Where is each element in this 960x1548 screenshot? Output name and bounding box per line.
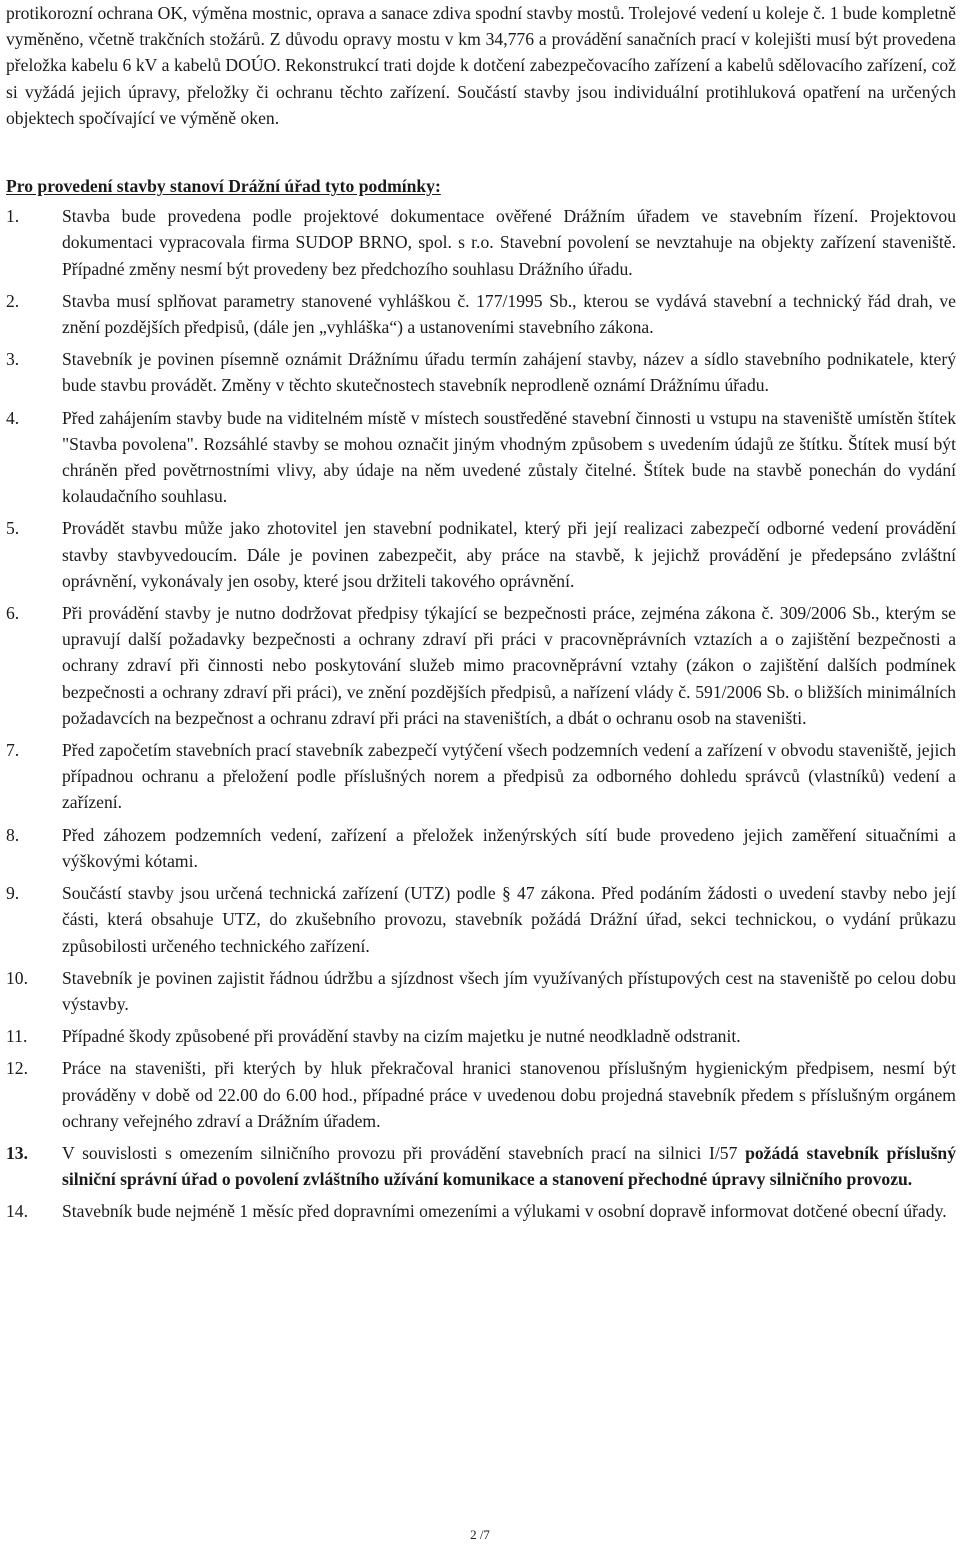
condition-item	[6, 1140, 956, 1192]
condition-number: 13.	[6, 1142, 28, 1163]
condition-text-plain: V souvislosti s omezením silničního provozu při provádění stavebních prací na silnici I/57	[62, 1142, 746, 1163]
condition-text: Stavebník je povinen zajistit řádnou údržbu a sjízdnost všech jím využívaných přístupových cest na staveniště po celou dobu výstavby.	[62, 967, 956, 1014]
condition-number: 14.	[6, 1201, 28, 1222]
condition-number: 6.	[6, 603, 20, 624]
condition-item	[6, 515, 956, 594]
condition-item	[6, 1023, 956, 1049]
condition-text: Před záhozem podzemních vedení, zařízení a přeložek inženýrských sítí bude provedeno jejich zaměření situačními a výškovými kótami.	[62, 824, 956, 871]
condition-number: 7.	[6, 740, 20, 761]
condition-text: Před započetím stavebních prací stavebník zabezpečí vytýčení všech podzemních vedení a zařízení v obvodu staveniště, jejich případnou ochranu a přeložení podle příslušných norem a předpisů za odborného dohledu správců (vlastníků) vedení a zařízení.	[62, 740, 956, 813]
condition-text: Před zahájením stavby bude na viditelném místě v místech soustředěné stavební činnosti u vstupu na staveniště umístěn štítek "Stavba povolena". Rozsáhlé stavby se mohou označit jiným vhodným způsobem s uvedením údajů ze štítku. Štítek musí být chráněn před povětrnostními vlivy, aby údaje na něm uvedené zůstaly čitelné. Štítek bude na stavbě ponechán do vydání kolaudačního souhlasu.	[62, 407, 956, 507]
condition-number: 5.	[6, 518, 20, 539]
condition-text	[62, 1140, 956, 1192]
condition-text: Případné škody způsobené při provádění stavby na cizím majetku je nutné neodkladně odstranit.	[62, 1026, 741, 1047]
document-page	[6, 0, 956, 1231]
page-number: 2 /7	[470, 1527, 490, 1542]
condition-number: 8.	[6, 824, 20, 845]
condition-text: Práce na staveništi, při kterých by hluk překračoval hranici stanovenou příslušným hygienickým předpisem, nesmí být prováděny v době od 22.00 do 6.00 hod., případné práce v uvedenou dobu projedná stavebník předem s příslušným orgánem ochrany veřejného zdraví a Drážním úřadem.	[62, 1058, 956, 1131]
condition-item	[6, 600, 956, 731]
condition-text: Provádět stavbu může jako zhotovitel jen stavební podnikatel, který při její realizaci zabezpečí odborné vedení provádění stavby stavbyvedoucím. Dále je povinen zabezpečit, aby práce na stavbě, k jejichž provádění je předepsáno zvláštní oprávnění, vykonávaly jen osoby, které jsou držiteli takového oprávnění.	[62, 518, 956, 591]
condition-text: Součástí stavby jsou určená technická zařízení (UTZ) podle § 47 zákona. Před podáním žádosti o uvedení stavby nebo její části, která obsahuje UTZ, do zkušebního provozu, stavebník požádá Drážní úřad, sekci technickou, o vydání průkazu způsobilosti určeného technického zařízení.	[62, 883, 956, 956]
condition-text: Stavebník je povinen písemně oznámit Drážnímu úřadu termín zahájení stavby, název a sídlo stavebního podnikatele, který bude stavbu provádět. Změny v těchto skutečnostech stavebník neprodleně oznámí Drážnímu úřadu.	[62, 349, 956, 396]
condition-text: Stavba bude provedena podle projektové dokumentace ověřené Drážním úřadem ve stavebním řízení. Projektovou dokumentaci vypracovala firma SUDOP BRNO, spol. s r.o. Stavební povolení se nevztahuje na objekty zařízení staveniště. Případné změny nesmí být provedeny bez předchozího souhlasu Drážního úřadu.	[62, 206, 956, 279]
condition-number: 9.	[6, 883, 20, 904]
condition-number: 3.	[6, 349, 20, 370]
condition-item	[6, 203, 956, 282]
condition-number: 1.	[6, 206, 20, 227]
condition-number: 12.	[6, 1058, 28, 1079]
condition-item	[6, 737, 956, 816]
intro-paragraph: protikorozní ochrana OK, výměna mostnic, oprava a sanace zdiva spodní stavby mostů. Trolejové vedení u koleje č. 1 bude kompletně vyměněno, včetně trakčních stožárů. Z důvodu opravy mostu v km 34,776 a provádění sanačních prací v kolejišti musí být provedena přeložka kabelu 6 kV a kabelů DOÚO. Rekonstrukcí trati dojde k dotčení zabezpečovacího zařízení a kabelů sdělovacího zařízení, což si vyžádá jejich úpravy, přeložky či ochranu těchto zařízení. Součástí stavby jsou individuální protihluková opatření na určených objektech spočívající ve výměně oken.	[6, 3, 956, 128]
conditions-heading: Pro provedení stavby stanoví Drážní úřad tyto podmínky:	[6, 176, 441, 197]
condition-item	[6, 288, 956, 340]
condition-item	[6, 965, 956, 1017]
condition-item	[6, 405, 956, 510]
condition-number: 11.	[6, 1026, 28, 1047]
condition-text: Stavba musí splňovat parametry stanovené vyhláškou č. 177/1995 Sb., kterou se vydává stavební a technický řád drah, ve znění pozdějších předpisů, (dále jen „vyhláška“) a ustanoveními stavebního zákona.	[62, 290, 956, 338]
condition-item	[6, 1198, 956, 1224]
condition-number: 10.	[6, 967, 28, 988]
condition-text: Při provádění stavby je nutno dodržovat předpisy týkající se bezpečnosti práce, zejména zákona č. 309/2006 Sb., kterým se upravují další požadavky bezpečnosti a ochrany zdraví při práci v pracovněprávních vztazích a o zajištění bezpečnosti a ochrany zdraví při činnosti nebo poskytování služeb mimo pracovněprávní vztahy (zákon o zajištění dalších podmínek bezpečnosti a ochrany zdraví při práci), ve znění pozdějších předpisů, a nařízení vlády č. 591/2006 Sb. o bližších minimálních požadavcích na bezpečnost a ochranu zdraví při práci na staveništích, a dbát o ochranu osob na staveništi.	[62, 603, 956, 728]
condition-text: Stavebník bude nejméně 1 měsíc před dopravními omezeními a výlukami v osobní dopravě informovat dotčené obecní úřady.	[62, 1201, 947, 1222]
condition-text-bold: požádá stavebník příslušný silniční správní úřad o povolení zvláštního užívání komunikace a stanovení přechodné úpravy silničního provozu.	[62, 1142, 956, 1190]
condition-item	[6, 346, 956, 398]
condition-number: 2.	[6, 290, 20, 311]
condition-item	[6, 822, 956, 874]
condition-item	[6, 1055, 956, 1134]
conditions-list	[6, 203, 956, 1224]
condition-item	[6, 880, 956, 959]
condition-number: 4.	[6, 407, 20, 428]
